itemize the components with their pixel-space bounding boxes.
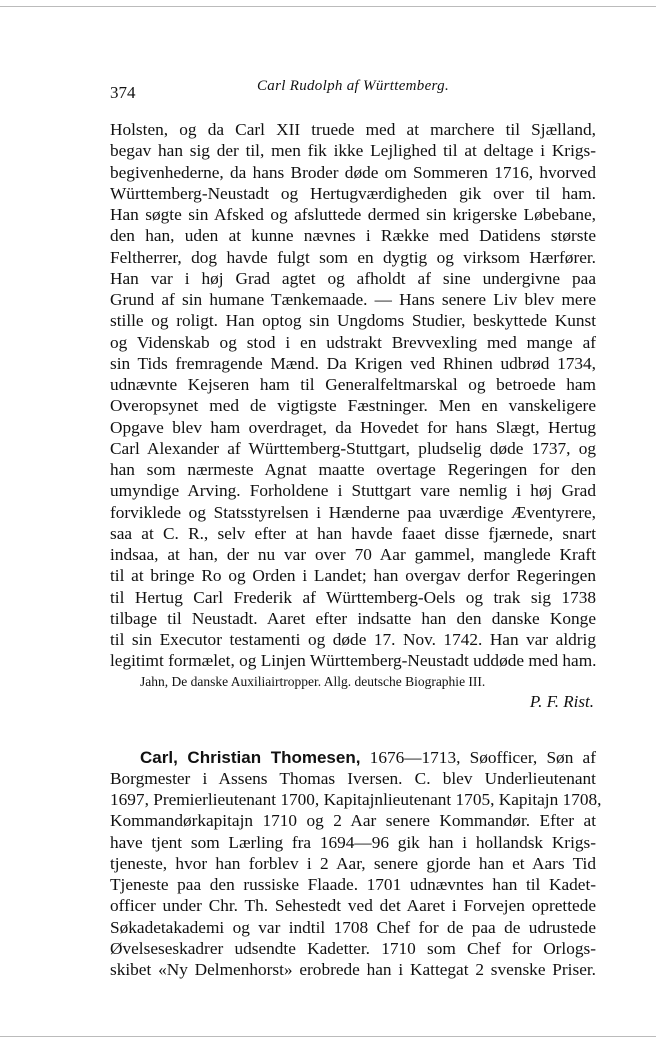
text-line: Feltherrer, dog havde fulgt som en dygtig og virksom Hærfører. [110,247,596,267]
article-rudolph-text [110,119,596,672]
text-line: begivenhederne, da hans Broder døde om Sommeren 1716, hvorved [110,162,596,182]
text-line: Borgmester i Assens Thomas Iversen. C. blev Underlieutenant [110,768,596,788]
text-line: forviklede og Statsstyrelsen i Hænderne paa uværdige Æventyrere, [110,502,596,522]
text-line: umyndige Arving. Forholdene i Stuttgart vare nemlig i høj Grad [110,481,596,501]
text-line: Søkadetakademi og var indtil 1708 Chef for de paa de udrustede [110,917,596,937]
text-line: have tjent som Lærling fra 1694—96 gik han i hollandsk Krigs- [110,832,596,852]
first-line-text: 1676—1713, Søofficer, Søn af [369,747,596,767]
text-line: Han var i høj Grad agtet og afholdt af sine undergivne paa [110,268,596,288]
headword: Carl, Christian Thomesen, [140,747,361,767]
text-line: udnævnte Kejseren ham til Generalfeltmarskal og betroede ham [110,375,596,394]
text-line: til sin Executor testamenti og døde 17. Nov. 1742. Han var aldrig [110,630,596,649]
running-title: Carl Rudolph af Württemberg. [256,78,449,94]
text-line: saa at C. R., selv efter at han havde faaet disse fjærnede, snart [110,523,596,543]
text-line: Holsten, og da Carl XII truede med at marchere til Sjælland, [110,120,596,139]
text-line: tjeneste, hvor han forblev i 2 Aar, senere gjorde han et Aars Tid [110,853,596,873]
article-separator [110,713,596,747]
text-line: 1697, Premierlieutenant 1700, Kapitajnlieutenant 1705, Kapitajn 1708, [110,790,602,809]
text-line: legitimt formælet, og Linjen Württemberg-Neustadt uddøde med ham. [110,651,597,671]
article-carl-text [110,768,602,981]
text-line: Opgave blev ham overdraget, da Hovedet for hans Slægt, Hertug [110,417,596,437]
text-line: Württemberg-Neustadt og Hertugværdigheden gik over til ham. [110,183,596,203]
text-line: til at bringe Ro og Orden i Landet; han overgav derfor Regeringen [110,566,596,586]
text-line: Grund af sin humane Tænkemaade. — Hans senere Liv blev mere [110,290,596,309]
body-text [110,119,602,980]
page-number: 374 [110,83,136,102]
text-line: den han, uden at kunne nævnes i Række med Datidens største [110,226,596,246]
text-line: Overopsynet med de vigtigste Fæstninger. Men en vanskeligere [110,396,596,416]
text-line: Han søgte sin Afsked og afsluttede dermed sin krigerske Løbebane, [110,205,596,224]
scan-edge-top [0,6,656,7]
author-signature: P. F. Rist. [529,691,594,711]
reference-line: Jahn, De danske Auxiliairtropper. Allg. deutsche Biographie III. [140,673,486,689]
article-carl-first-line [110,747,596,768]
text-line: han som nærmeste Agnat maatte overtage Regeringen for den [110,460,596,479]
text-line: indsaa, at han, der nu var over 70 Aar gammel, manglede Kraft [110,545,596,564]
text-line: Tjeneste paa den russiske Flaade. 1701 udnævntes han til Kadet- [110,875,596,894]
text-line: stille og roligt. Han optog sin Ungdoms Studier, beskyttede Kunst [110,311,596,331]
text-line: begav han sig der til, men fik ikke Lejlighed til at deltage i Krigs- [110,141,596,161]
text-line: officer under Chr. Th. Sehestedt ved det Aaret i Forvejen oprettede [110,896,596,916]
scan-edge-bottom [0,1036,656,1037]
text-line: og Videnskab og stod i en udstrakt Brevvexling med mange af [110,332,596,352]
text-line: Carl Alexander af Württemberg-Stuttgart, pludselig døde 1737, og [110,438,596,458]
text-line: til Hertug Carl Frederik af Württemberg-Oels og trak sig 1738 [110,587,596,607]
text-line: sin Tids fremragende Mænd. Da Krigen ved Rhinen udbrød 1734, [110,353,596,373]
text-line: Kommandørkapitajn 1710 og 2 Aar senere Kommandør. Efter at [110,811,596,831]
text-line: Øvelseseskadrer udsendte Kadetter. 1710 som Chef for Orlogs- [110,938,596,958]
text-line: skibet «Ny Delmenhorst» erobrede han i Kattegat 2 svenske Priser. [110,960,596,979]
text-line: tilbage til Neustadt. Aaret efter indsatte han den danske Konge [110,608,596,628]
